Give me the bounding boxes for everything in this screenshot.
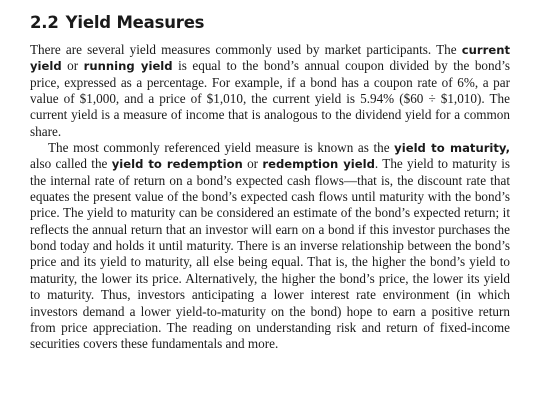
paragraph-text: or [242,156,263,172]
section-number: 2.2 [30,13,59,32]
term-yield-to-redemption: yield to redemption [111,157,243,172]
document-page [30,12,510,353]
section-heading [30,12,510,34]
section-title: Yield Measures [65,13,205,32]
term-current-yield: current yield [30,43,510,74]
term-yield-to-maturity: yield to maturity, [394,141,510,156]
paragraph-text: The most commonly referenced yield measure is known as the [48,140,395,156]
paragraph-text: is equal to the bond’s annual coupon divided by the bond’s price, expressed as a percentage. For example, if a bond has a coupon rate of 6%, a par value of $1,000, and a price of $1,010, the current yield is 5.94% ($60 ÷ $1,010). The current yield is a measure of income that is analogous to the dividend yield for a common share. [30,58,510,139]
paragraph-yield-to-maturity [30,140,510,352]
paragraph-text: or [61,58,84,74]
paragraph-text: . The yield to maturity is the internal rate of return on a bond’s expected cash flows—that is, the discount rate that equates the present value of the bond’s expected cash flows until maturity with the bond’s price. The yield to maturity can be considered an estimate of the bond’s expected return; it reflects the annual return that an investor will earn on a bond if this investor purchases the bond today and holds it until maturity. There is an inverse relationship between the bond’s price and its yield to maturity, all else being equal. That is, the higher the bond’s yield to maturity, the lower its price. Alternatively, the higher the bond’s price, the lower its yield to maturity. Thus, investors anticipating a lower interest rate environment (in which investors demand a lower yield-to-maturity on the bond) hope to earn a positive return from price appreciation. The reading on understanding risk and return of fixed-income securities covers these fundamentals and more. [30,156,511,352]
paragraph-text: There are several yield measures commonly used by market participants. The [30,42,462,57]
term-running-yield: running yield [83,59,173,74]
term-redemption-yield: redemption yield [262,157,375,172]
paragraph-current-yield [30,42,510,140]
paragraph-text: also called the [30,156,112,172]
